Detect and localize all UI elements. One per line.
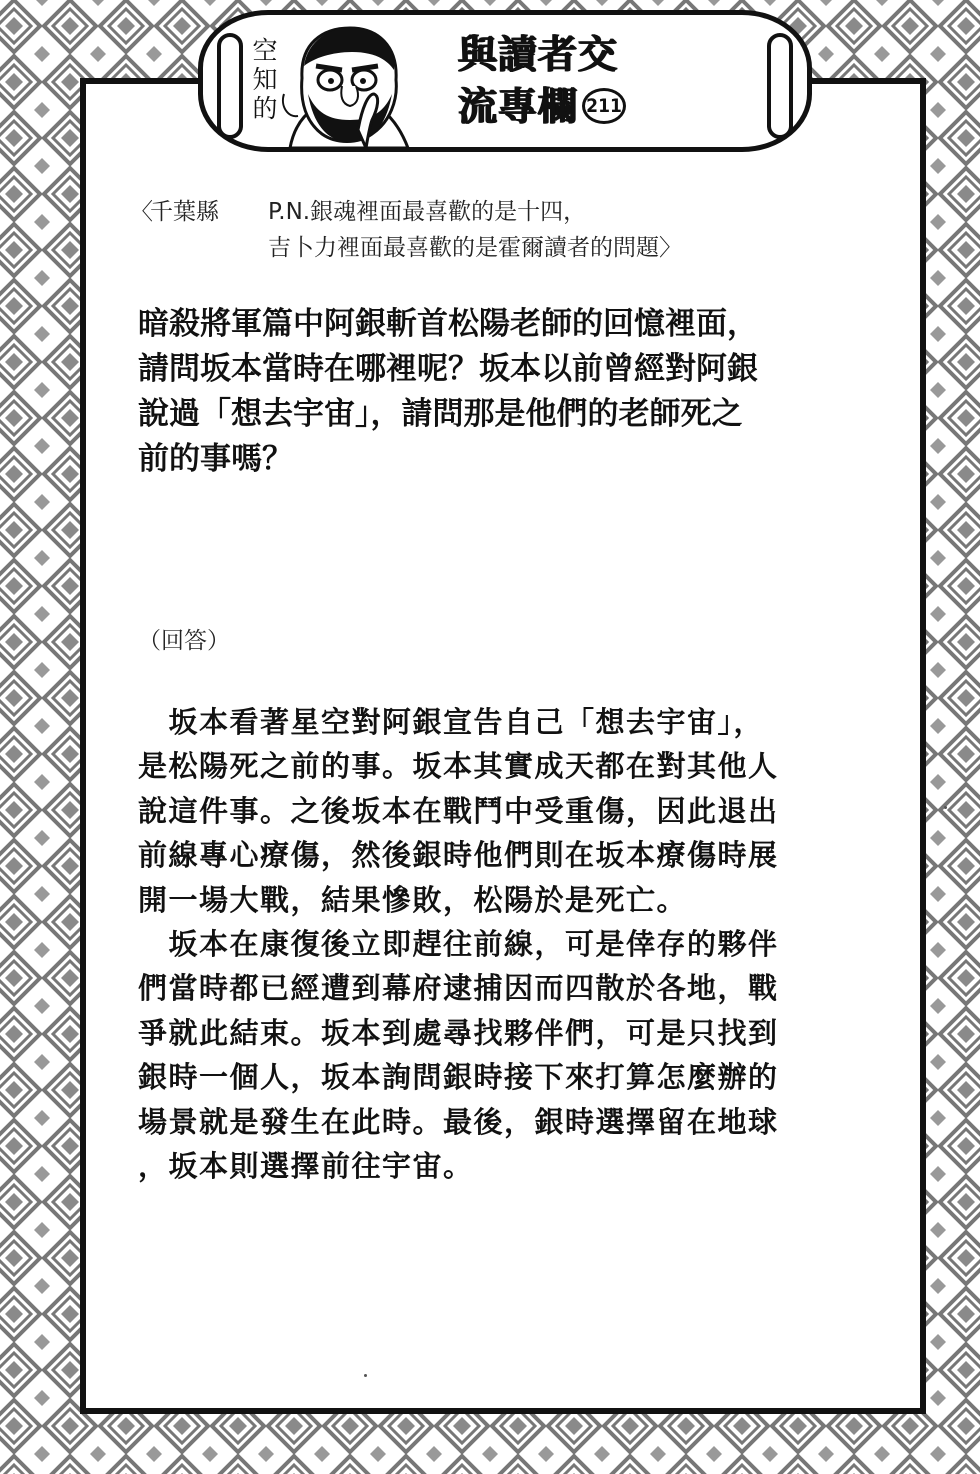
issue-number-badge: 211 <box>582 88 626 124</box>
sender-pen-name-line-2: 吉卜力裡面最喜歡的是霍爾讀者的問題〉 <box>268 235 682 261</box>
answer-line: 們當時都已經遭到幕府逮捕因而四散於各地，戰 <box>138 971 779 1006</box>
answer-line: 說這件事。之後坂本在戰鬥中受重傷，因此退出 <box>138 793 779 828</box>
reader-question <box>138 302 898 482</box>
question-line: 說過「想去宇宙」，請問那是他們的老師死之 <box>138 396 743 432</box>
question-line: 前的事嗎？ <box>138 441 293 477</box>
banner-right-cap <box>767 33 793 139</box>
answer-line: 場景就是發生在此時。最後，銀時選擇留在地球 <box>138 1104 779 1139</box>
column-title-line-2 <box>458 86 626 130</box>
answer-line: 前線專心療傷，然後銀時他們則在坂本療傷時展 <box>138 838 779 873</box>
paper-speck <box>944 806 947 809</box>
column-title-text-2: 流專欄 <box>458 85 579 130</box>
question-line: 請問坂本當時在哪裡呢？坂本以前曾經對阿銀 <box>138 351 758 387</box>
column-title-line-1: 與讀者交 <box>458 33 619 78</box>
paper-speck <box>364 1374 367 1377</box>
answer-line: 是松陽死之前的事。坂本其實成天都在對其他人 <box>138 749 779 784</box>
answer-line: 銀時一個人，坂本詢問銀時接下來打算怎麼辦的 <box>138 1060 779 1095</box>
banner-left-cap <box>217 33 243 139</box>
answer-line: 坂本看著星空對阿銀宣告自己「想去宇宙」， <box>138 705 765 739</box>
bearded-author-portrait-icon <box>280 24 418 150</box>
column-title <box>458 34 646 144</box>
sender-pen-name-line-1: P.N.銀魂裡面最喜歡的是十四， <box>268 199 587 225</box>
answer-line: 坂本在康復後立即趕往前線，可是倖存的夥伴 <box>138 927 779 962</box>
question-line: 暗殺將軍篇中阿銀斬首松陽老師的回憶裡面， <box>138 306 758 342</box>
sender-location: 千葉縣 <box>150 199 219 225</box>
answer-line: 開一場大戰，結果慘敗，松陽於是死亡。 <box>138 882 688 917</box>
author-answer <box>138 700 908 1188</box>
answer-line: ，坂本則選擇前往宇宙。 <box>138 1149 474 1184</box>
answer-line: 爭就此結束。坂本到處尋找夥伴們，可是只找到 <box>138 1015 779 1050</box>
answer-label: （回答） <box>138 628 230 654</box>
letter-open-bracket: 〈 <box>130 199 153 225</box>
header-vertical-label: 空 知 的 <box>252 36 278 123</box>
